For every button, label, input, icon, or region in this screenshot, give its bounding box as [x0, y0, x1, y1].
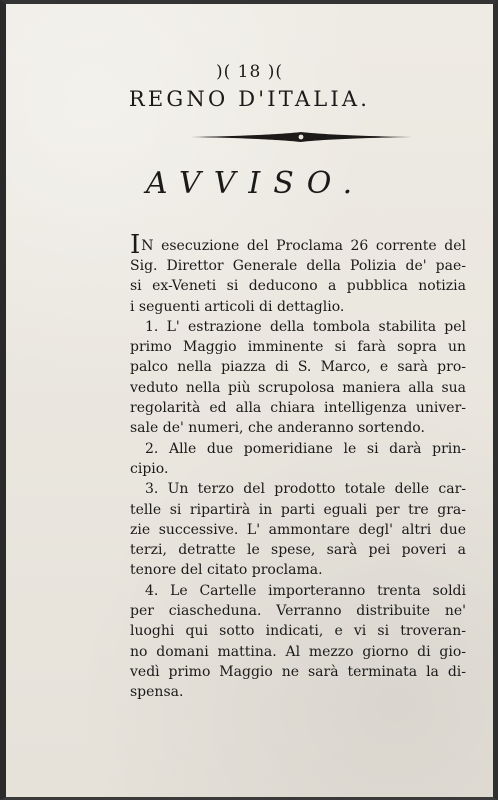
page-number: )( 18 )( [216, 62, 283, 82]
article-3-line: zie successive. L' ammontare degl' altri due [130, 521, 466, 538]
notice-heading: AVVISO. [145, 166, 366, 201]
article-2-line: cipio. [130, 460, 169, 477]
article-4-line: vedì primo Maggio ne sarà terminata la di- [130, 663, 466, 680]
article-3-line: tenore del citato proclama. [130, 562, 323, 579]
article-3-line: telle si ripartirà in parti eguali per tre gra- [130, 501, 466, 518]
drop-cap: I [130, 230, 141, 260]
article-4-line: 4. Le Cartelle importeranno trenta soldi [145, 582, 466, 599]
article-3-line: 3. Un terzo del prodotto totale delle car- [145, 481, 466, 498]
text-line: Sig. Direttor Generale della Polizia de' pae- [130, 258, 466, 274]
article-1-line: sale de' numeri, che anderanno sortendo. [130, 420, 425, 437]
page-title: REGNO D'ITALIA. [128, 87, 371, 111]
article-1-line: palco nella piazza di S. Marco, e sarà pro- [130, 359, 466, 376]
article-1-line: 1. L' estrazione della tombola stabilita pel [145, 318, 466, 335]
article-1-line: veduto nella più scrupolosa maniera alla sua [130, 379, 466, 396]
article-4-line: spensa. [130, 684, 184, 701]
article-4-line: no domani mattina. Al mezzo giorno di gio- [130, 643, 466, 660]
article-4-line: luoghi qui sotto indicati, e vi si troveran- [130, 623, 466, 640]
article-1-line: primo Maggio imminente si farà sopra un [130, 339, 466, 356]
article-1-line: regolarità ed alla chiara intelligenza univer- [130, 400, 466, 417]
text-line: N esecuzione del Proclama 26 corrente del [141, 237, 466, 254]
article-4-line: per ciascheduna. Verranno distribuite ne' [130, 603, 466, 620]
article-2-line: 2. Alle due pomeridiane le si darà prin- [145, 440, 466, 457]
opening-line [130, 230, 466, 260]
text-line: i seguenti articoli di dettaglio. [130, 298, 345, 315]
ornamental-rule-icon [190, 131, 412, 143]
article-3-line: terzi, detratte le spese, sarà pei poveri a [130, 542, 466, 559]
notice-body [130, 230, 466, 703]
text-line: si ex-Veneti si deducono a pubblica notizia [130, 278, 466, 295]
